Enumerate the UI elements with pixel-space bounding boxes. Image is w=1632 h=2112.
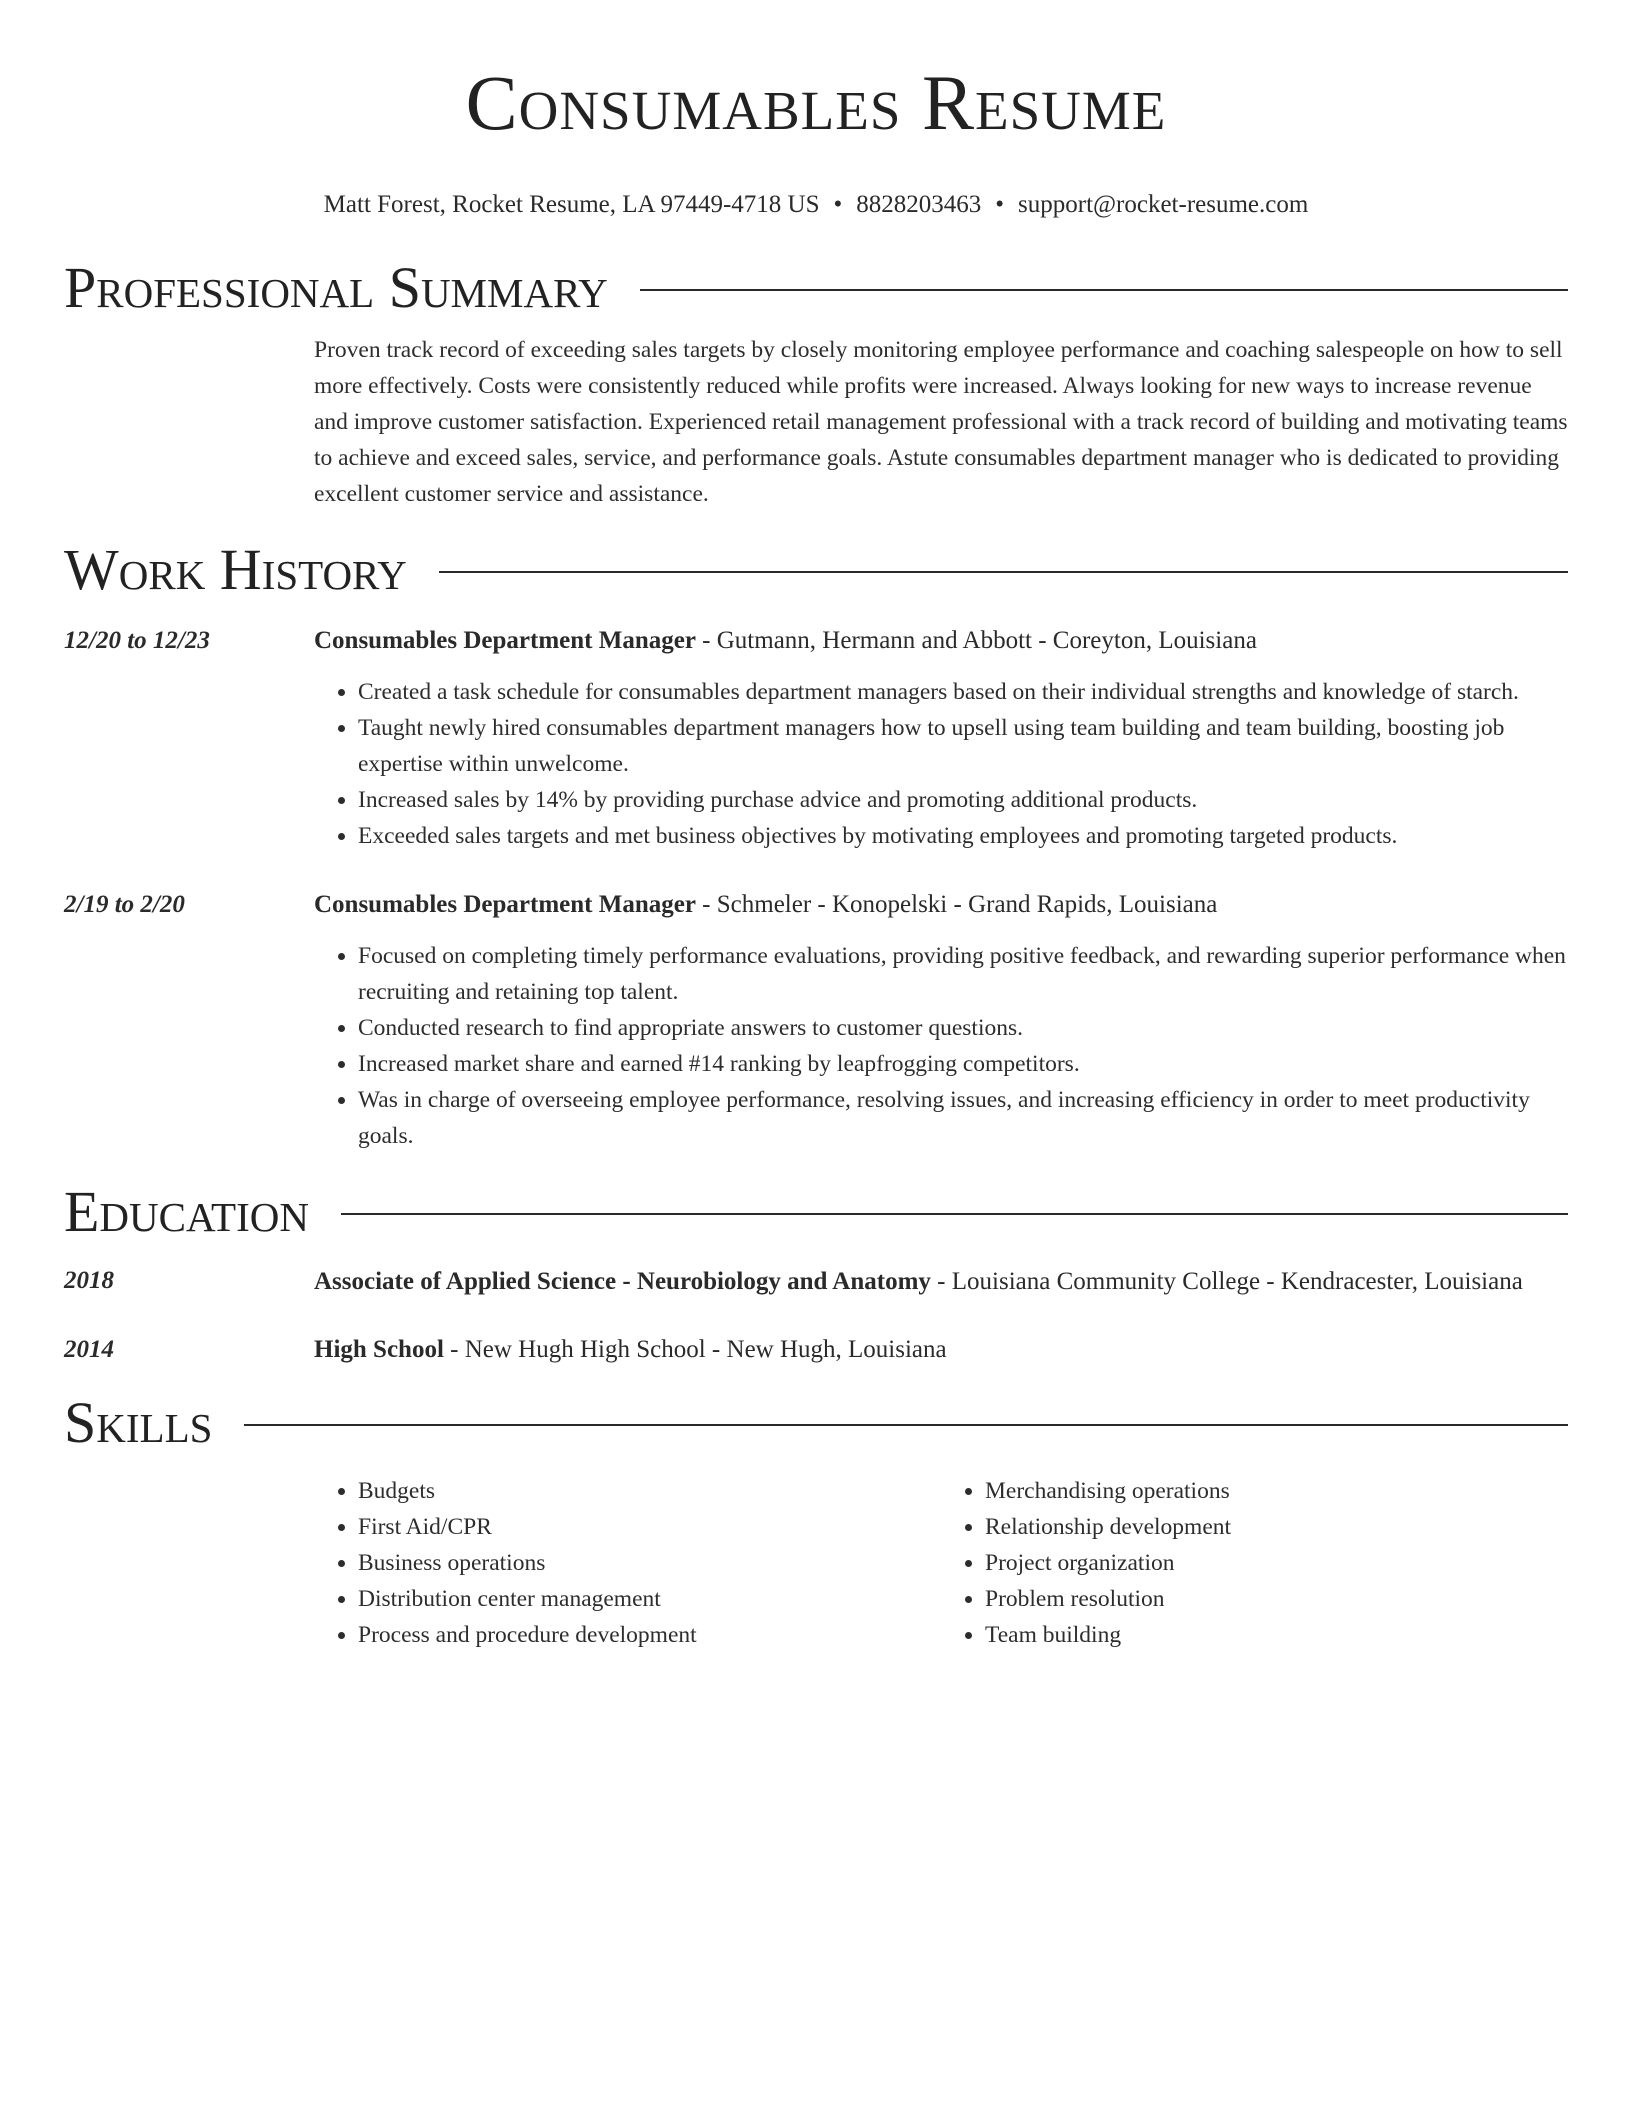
job-body xyxy=(314,622,1568,854)
education-body xyxy=(314,1331,1568,1369)
education-degree: Associate of Applied Science - Neurobiology and Anatomy xyxy=(314,1268,931,1295)
skills-list-right xyxy=(941,1473,1568,1653)
contact-phone: 8828203463 xyxy=(856,191,982,218)
job-bullet: • Exceeded sales targets and met business objectives by motivating employees and promoting targeted products. xyxy=(358,818,1568,854)
job-title: Consumables Department Manager xyxy=(314,627,696,654)
skills-spacer xyxy=(64,1473,314,1653)
skill-item: • Problem resolution xyxy=(985,1581,1568,1617)
work-heading: Work History xyxy=(64,537,407,602)
summary-spacer xyxy=(64,332,314,512)
skill-item: • Process and procedure development xyxy=(358,1617,941,1653)
skills-row xyxy=(64,1473,1568,1653)
job-bullet: • Taught newly hired consumables department managers how to upsell using team building and team building, boosting job expertise within unwelcome. xyxy=(358,710,1568,782)
section-divider xyxy=(439,571,1568,573)
education-entry xyxy=(64,1262,1568,1301)
education-heading: Education xyxy=(64,1179,309,1244)
skill-item: • Business operations xyxy=(358,1545,941,1581)
summary-heading: Professional Summary xyxy=(64,255,608,320)
section-divider xyxy=(341,1213,1568,1215)
job-details: - Gutmann, Hermann and Abbott - Coreyton, Louisiana xyxy=(695,627,1257,654)
job-dates: 2/19 to 2/20 xyxy=(64,891,185,918)
job-bullet: • Was in charge of overseeing employee performance, resolving issues, and increasing efficiency in order to meet productivity goals. xyxy=(358,1082,1568,1154)
skill-item: • Relationship development xyxy=(985,1509,1568,1545)
education-degree: High School xyxy=(314,1336,444,1363)
resume-title: Consumables Resume xyxy=(465,59,1167,146)
job-bullet: • Increased sales by 14% by providing purchase advice and promoting additional products. xyxy=(358,782,1568,818)
job-title: Consumables Department Manager xyxy=(314,891,696,918)
education-details: - Louisiana Community College - Kendracester, Louisiana xyxy=(930,1268,1523,1295)
job-bullet: • Conducted research to find appropriate answers to customer questions. xyxy=(358,1010,1568,1046)
job-body xyxy=(314,886,1568,1154)
job-dates: 12/20 to 12/23 xyxy=(64,627,210,654)
education-entry xyxy=(64,1331,1568,1369)
summary-section-header xyxy=(64,256,1568,320)
skill-item: • Merchandising operations xyxy=(985,1473,1568,1509)
education-year: 2014 xyxy=(64,1336,114,1363)
skills-section-header xyxy=(64,1391,1568,1455)
education-body xyxy=(314,1262,1568,1301)
education-year: 2018 xyxy=(64,1267,114,1294)
job-entry xyxy=(64,622,1568,854)
job-heading xyxy=(314,622,1568,660)
job-bullets xyxy=(314,674,1568,854)
job-details: - Schmeler - Konopelski - Grand Rapids, Louisiana xyxy=(695,891,1218,918)
skill-item: • Project organization xyxy=(985,1545,1568,1581)
education-section-header xyxy=(64,1180,1568,1244)
section-divider xyxy=(244,1424,1568,1426)
job-bullet: • Created a task schedule for consumables department managers based on their individual strengths and knowledge of starch. xyxy=(358,674,1568,710)
job-entry xyxy=(64,886,1568,1154)
skill-item: • Team building xyxy=(985,1617,1568,1653)
skills-grid xyxy=(314,1473,1568,1653)
job-bullets xyxy=(314,938,1568,1154)
contact-address: Matt Forest, Rocket Resume, LA 97449-4718 US xyxy=(323,191,820,218)
skills-heading: Skills xyxy=(64,1390,213,1455)
job-bullet: • Focused on completing timely performance evaluations, providing positive feedback, and rewarding superior performance when recruiting and retaining top talent. xyxy=(358,938,1568,1010)
skill-item: • First Aid/CPR xyxy=(358,1509,941,1545)
work-section-header xyxy=(64,538,1568,602)
summary-text: Proven track record of exceeding sales targets by closely monitoring employee performance and coaching salespeople on how to sell more effectively. Costs were consistently reduced while profits were increased. Always looking for new ways to increase revenue and improve customer satisfaction. Experienced retail management professional with a track record of building and motivating teams to achieve and exceed sales, service, and performance goals. Astute consumables department manager who is dedicated to providing excellent customer service and assistance. xyxy=(314,337,1568,507)
skill-item: • Budgets xyxy=(358,1473,941,1509)
job-bullet: • Increased market share and earned #14 ranking by leapfrogging competitors. xyxy=(358,1046,1568,1082)
contact-separator: • xyxy=(995,191,1005,218)
contact-line xyxy=(64,190,1568,220)
contact-email: support@rocket-resume.com xyxy=(1018,191,1309,218)
skills-list-left xyxy=(314,1473,941,1653)
job-heading xyxy=(314,886,1568,924)
contact-separator: • xyxy=(833,191,843,218)
section-divider xyxy=(640,289,1568,291)
summary-row xyxy=(64,332,1568,512)
education-details: - New Hugh High School - New Hugh, Louisiana xyxy=(443,1336,947,1363)
skill-item: • Distribution center management xyxy=(358,1581,941,1617)
